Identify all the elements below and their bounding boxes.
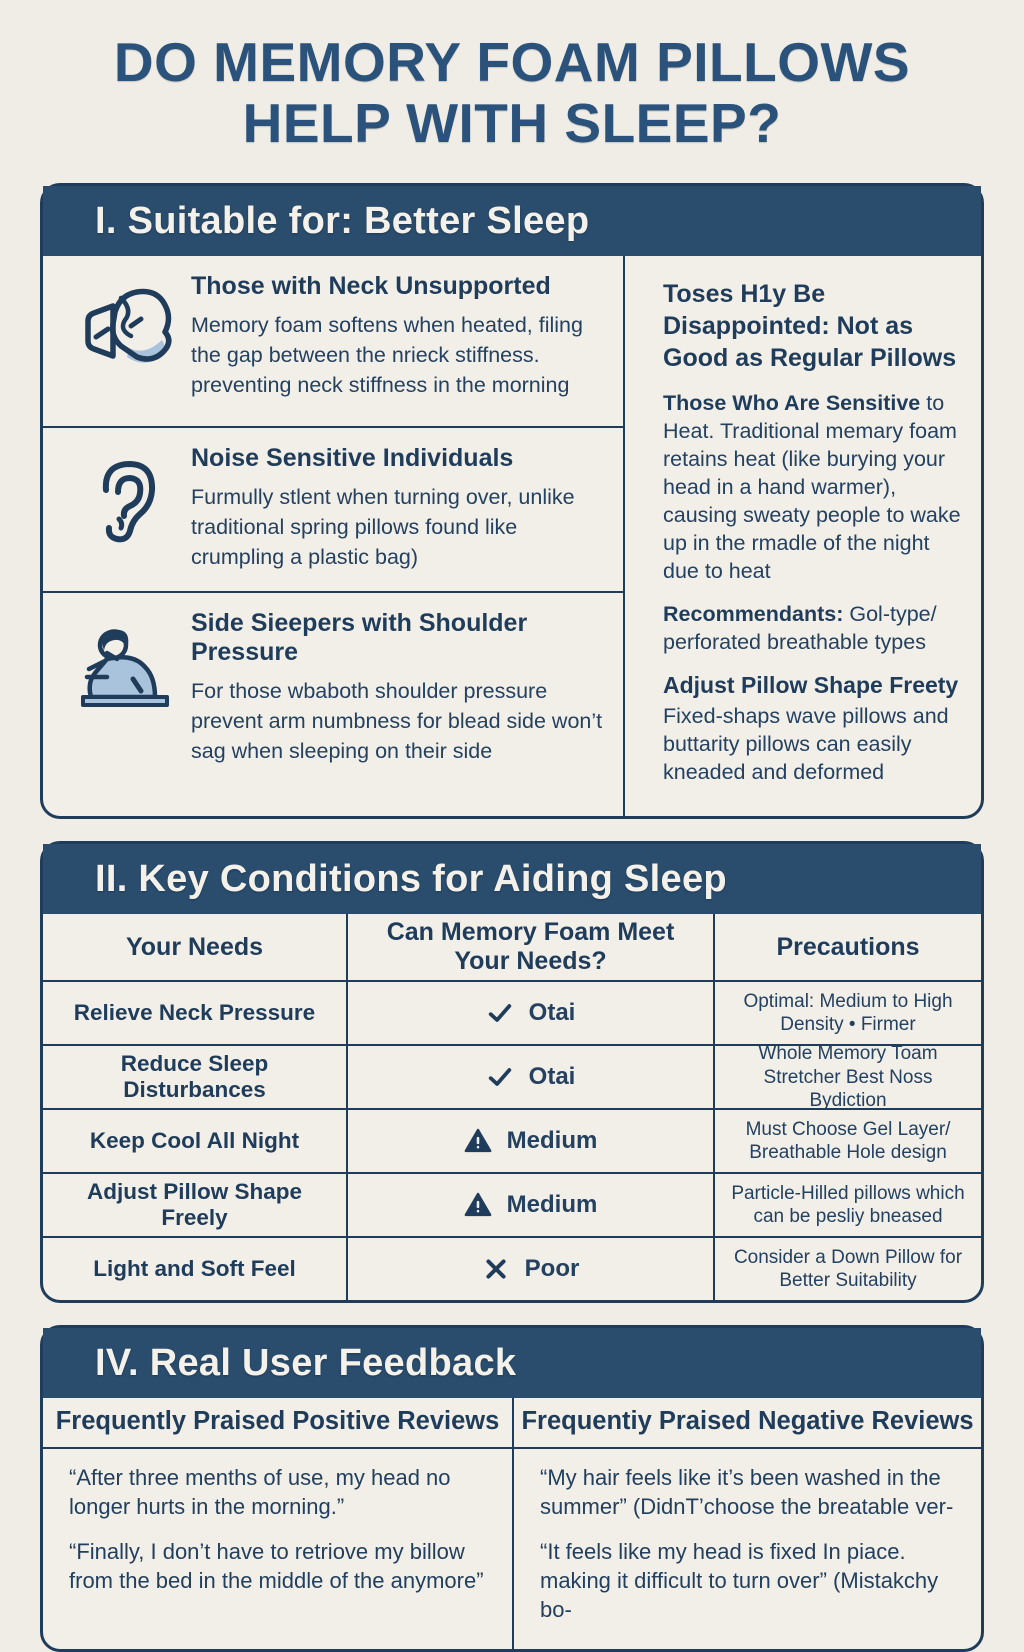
table-row-need: Light and Soft Feel (43, 1236, 346, 1300)
positive-reviews-body (43, 1449, 512, 1620)
paragraph-rest: Fixed-shaps wave pillows and buttarity pillows can easily kneaded and deformed (663, 704, 949, 785)
table-row-need: Adjust Pillow Shape Freely (43, 1172, 346, 1236)
cross-icon (482, 1255, 510, 1283)
ear-icon (63, 444, 191, 552)
page-title-line2: HELP WITH SLEEP? (242, 91, 782, 154)
review-quote: “It feels like my head is fixed In piace. making it difficult to turn over” (Mistakchy bo- (540, 1538, 939, 1623)
side-sleeper-icon (63, 609, 191, 717)
list-item (43, 426, 623, 591)
feedback-columns (43, 1398, 981, 1649)
section1-header: I. Suitable for: Better Sleep (43, 186, 981, 256)
positive-reviews-header: Frequently Praised Positive Reviews (43, 1398, 512, 1449)
table-row-precaution: Consider a Down Pillow for Better Suitability (713, 1236, 981, 1300)
section2-header: II. Key Conditions for Aiding Sleep (43, 844, 981, 914)
verdict-label: Otai (528, 1063, 576, 1091)
list-item (43, 256, 623, 426)
heat-sensitive-paragraph (663, 390, 961, 586)
column-header-precautions: Precautions (713, 914, 981, 980)
verdict-label: Poor (524, 1255, 580, 1283)
section-suitable-for (40, 183, 984, 819)
page-title (0, 0, 1024, 153)
paragraph-rest: Gol-type/ perforated breathable types (663, 601, 937, 654)
section-key-conditions (40, 841, 984, 1303)
table-row-precaution: Whole Memory Toam Stretcher Best Noss Bydiction (713, 1044, 981, 1108)
verdict-label: Medium (506, 1191, 598, 1219)
item-title: Those with Neck Unsupported (191, 272, 551, 300)
list-item-text (191, 272, 609, 400)
table-row-verdict (346, 980, 713, 1044)
section-user-feedback (40, 1325, 984, 1652)
negative-reviews-body (514, 1449, 981, 1649)
verdict-label: Otai (528, 999, 576, 1027)
page-title-line1: DO MEMORY FOAM PILLOWS (113, 31, 911, 93)
recommendation-paragraph (663, 601, 961, 657)
table-row-verdict (346, 1108, 713, 1172)
table-row-precaution: Must Choose Gel Layer/ Breathable Hole design (713, 1108, 981, 1172)
positive-reviews-column (43, 1398, 512, 1649)
table-row-precaution: Particle-Hilled pillows which can be pesliy bneased (713, 1172, 981, 1236)
column-header-can-meet: Can Memory Foam Meet Your Needs? (346, 914, 713, 980)
review-quote: “Finally, I don’t have to retriove my billow from the bed in the middle of the anymore” (69, 1538, 484, 1593)
review-quote: “After three menths of use, my head no longer hurts in the morning.” (69, 1465, 451, 1520)
item-body: Memory foam softens when heated, filing the gap between the nrieck stiffness. preventing neck stiffness in the morning (191, 313, 583, 398)
list-item-text (191, 444, 609, 572)
check-icon (486, 1063, 514, 1091)
check-icon (486, 999, 514, 1027)
table-row-need: Reduce Sleep Disturbances (43, 1044, 346, 1108)
paragraph-lead: Adjust Pillow Shape Freety (663, 672, 959, 699)
column-header-your-needs: Your Needs (125, 932, 264, 961)
warning-icon (464, 1127, 492, 1155)
section1-body (43, 256, 981, 816)
paragraph-lead: Those Who Are Sensitive (663, 391, 921, 415)
disappointed-heading (663, 278, 961, 374)
table-row-precaution: Optimal: Medium to High Density • Firmer (713, 980, 981, 1044)
pillow-head-icon (63, 272, 191, 380)
section1-right-column (625, 256, 981, 816)
verdict-label: Medium (506, 1127, 598, 1155)
item-title: Side Sieepers with Shoulder Pressure (191, 609, 528, 666)
table-row-verdict (346, 1044, 713, 1108)
item-body: For those wbaboth shoulder pressure prevent arm numbness for blead side won’t sag when sleeping on their side (191, 679, 603, 764)
item-title: Noise Sensitive Individuals (191, 444, 514, 472)
paragraph-lead: Recommendants: (663, 601, 844, 626)
heading-rest: Not as Good as Regular Pillows (663, 312, 957, 372)
warning-icon (464, 1191, 492, 1219)
adjust-shape-paragraph (663, 671, 961, 787)
conditions-table (43, 914, 981, 1300)
review-quote: “My hair feels like it’s been washed in the summer” (DidnT’choose the breatable ver- (540, 1465, 954, 1520)
negative-reviews-column (512, 1398, 981, 1649)
table-row-verdict (346, 1236, 713, 1300)
paragraph-rest: to Heat. Traditional memary foam retains heat (like burying your head in a hand warmer), causing sweaty people to wake up in the rmadle of the night due to heat (663, 391, 961, 583)
section4-header: IV. Real User Feedback (43, 1328, 981, 1398)
table-row-verdict (346, 1172, 713, 1236)
list-item-text (191, 609, 609, 766)
negative-reviews-header: Frequentiy Praised Negative Reviews (514, 1398, 981, 1449)
table-row-need: Relieve Neck Pressure (43, 980, 346, 1044)
heading-lead: Toses H1y Be Disappointed: (663, 280, 830, 340)
item-body: Furmully stlent when turning over, unlike traditional spring pillows found like crumpling a plastic bag) (191, 485, 575, 570)
table-row-need: Keep Cool All Night (43, 1108, 346, 1172)
section1-left-column (43, 256, 625, 816)
list-item (43, 591, 623, 781)
